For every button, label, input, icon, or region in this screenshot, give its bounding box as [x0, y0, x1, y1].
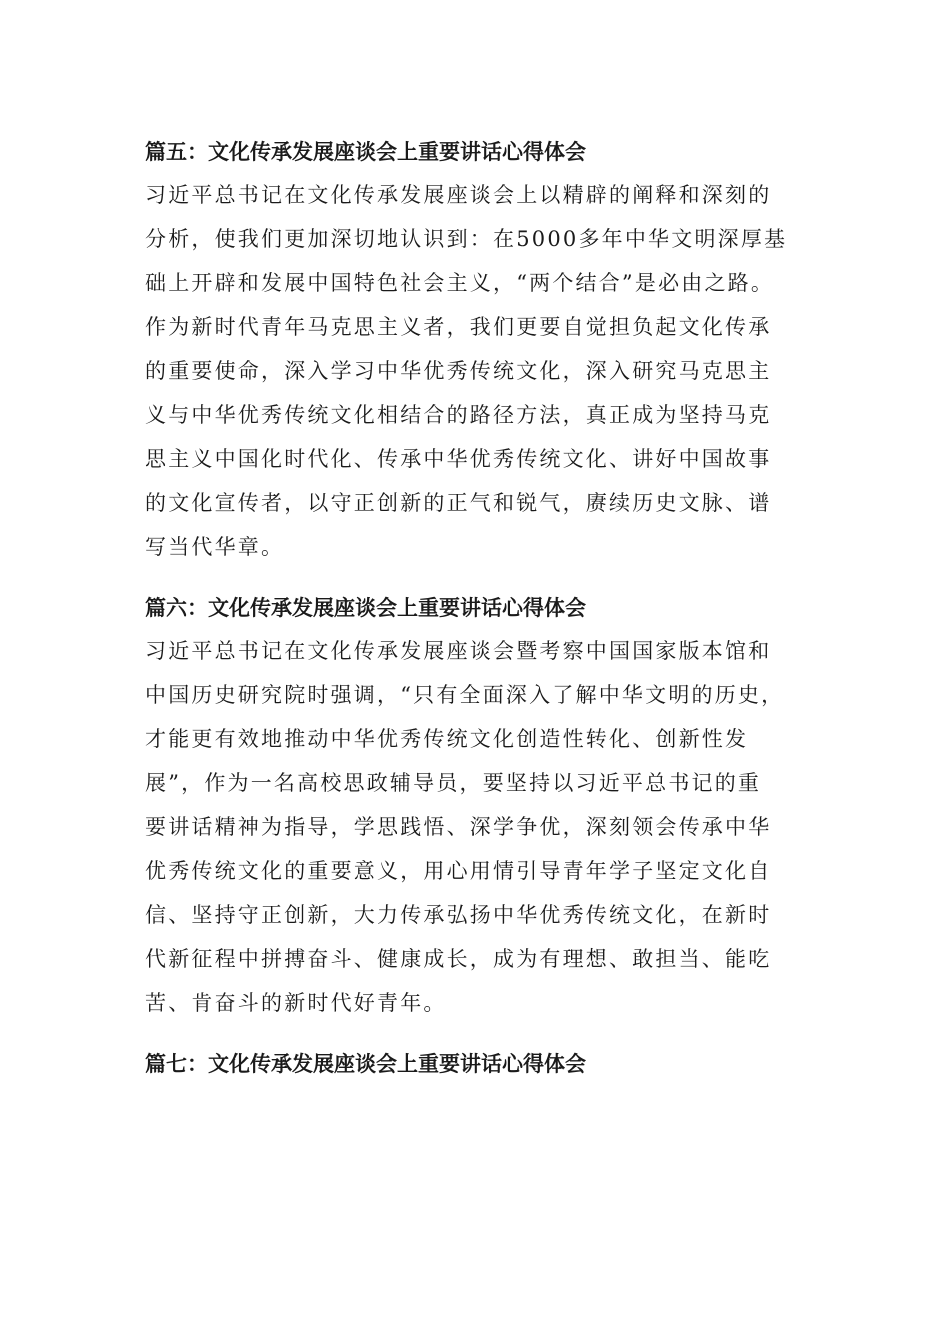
- section-heading: 篇六：文化传承发展座谈会上重要讲话心得体会: [145, 596, 586, 620]
- paragraph-line: 展”，作为一名高校思政辅导员，要坚持以习近平总书记的重: [145, 771, 762, 795]
- paragraph-line: 分析，使我们更加深切地认识到：在5000多年中华文明深厚基: [145, 227, 788, 251]
- section-spacer: [145, 1025, 807, 1043]
- paragraph-line: 写当代华章。: [145, 535, 285, 559]
- section-6: [145, 587, 807, 1025]
- section-heading: 篇五：文化传承发展座谈会上重要讲话心得体会: [145, 140, 586, 164]
- paragraph-line: 的文化宣传者，以守正创新的正气和锐气，赓续历史文脉、谱: [145, 491, 772, 515]
- paragraph-line: 代新征程中拼搏奋斗、健康成长，成为有理想、敢担当、能吃: [145, 947, 772, 971]
- paragraph-line: 习近平总书记在文化传承发展座谈会暨考察中国国家版本馆和: [145, 639, 772, 663]
- paragraph-line: 要讲话精神为指导，学思践悟、深学争优，深刻领会传承中华: [145, 815, 772, 839]
- document-content: [145, 131, 807, 1085]
- section-5: [145, 131, 807, 569]
- paragraph-line: 础上开辟和发展中国特色社会主义，“两个结合”是必由之路。: [145, 271, 775, 295]
- section-spacer: [145, 569, 807, 587]
- section-heading: 篇七：文化传承发展座谈会上重要讲话心得体会: [145, 1052, 586, 1076]
- paragraph-line: 才能更有效地推动中华优秀传统文化创造性转化、创新性发: [145, 727, 749, 751]
- paragraph-line: 苦、肯奋斗的新时代好青年。: [145, 991, 447, 1015]
- paragraph-line: 优秀传统文化的重要意义，用心用情引导青年学子坚定文化自: [145, 859, 772, 883]
- paragraph-line: 中国历史研究院时强调，“只有全面深入了解中华文明的历史，: [145, 683, 785, 707]
- paragraph-line: 作为新时代青年马克思主义者，我们更要自觉担负起文化传承: [145, 315, 772, 339]
- paragraph-line: 信、坚持守正创新，大力传承弘扬中华优秀传统文化，在新时: [145, 903, 772, 927]
- paragraph-line: 义与中华优秀传统文化相结合的路径方法，真正成为坚持马克: [145, 403, 772, 427]
- section-7: [145, 1043, 807, 1085]
- paragraph-line: 习近平总书记在文化传承发展座谈会上以精辟的阐释和深刻的: [145, 183, 772, 207]
- paragraph-line: 的重要使命，深入学习中华优秀传统文化，深入研究马克思主: [145, 359, 772, 383]
- paragraph-line: 思主义中国化时代化、传承中华优秀传统文化、讲好中国故事: [145, 447, 772, 471]
